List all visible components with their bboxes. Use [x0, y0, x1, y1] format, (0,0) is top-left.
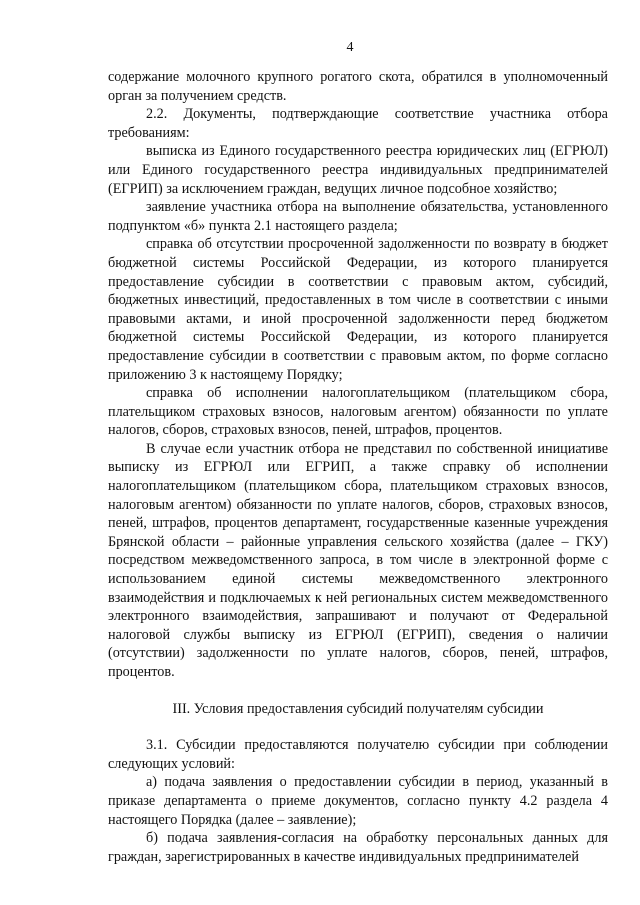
- paragraph-continuation: содержание молочного крупного рогатого скота, обратился в уполномоченный орган за получением средств.: [108, 69, 608, 104]
- paragraph-tax-certificate: справка об исполнении налогоплательщиком (плательщиком сбора, плательщиком страховых взносов, налоговым агентом) обязанности по уплате налогов, сборов, страховых взносов, пеней, штрафов, процентов.: [108, 385, 608, 439]
- paragraph-condition-a: а) подача заявления о предоставлении субсидии в период, указанный в приказе департамента о приеме документов, согласно пункту 4.2 раздела 4 настоящего Порядка (далее – заявление);: [108, 774, 608, 828]
- paragraph-clause-3-1: 3.1. Субсидии предоставляются получателю субсидии при соблюдении следующих условий:: [108, 737, 608, 772]
- paragraph-interagency-request: В случае если участник отбора не представил по собственной инициативе выписку из ЕГРЮЛ или ЕГРИП, а также справку об исполнении налогоплательщиком (плательщиком сбора, плательщиком страховых взносов, налоговым агентом) обязанности по уплате налогов, сборов, страховых взносов, пеней, штрафов, процентов департамент, государственные казенные учреждения Брянской области – районные управления сельского хозяйства (далее – ГКУ) посредством межведомственного запроса, в том числе в электронной форме с использованием единой системы межведомственного электронного взаимодействия и подключаемых к ней региональных систем межведомственного электронного взаимодействия, запрашивают и получают от Федеральной налоговой службы выписку из ЕГРЮЛ (ЕГРИП), сведения о наличии (отсутствии) задолженности по уплате налогов, сборов, пеней, штрафов, процентов.: [108, 440, 608, 680]
- body-text: [108, 68, 608, 866]
- paragraph-debt-certificate: справка об отсутствии просроченной задолженности по возврату в бюджет бюджетной системы Российской Федерации, из которого планируется предоставление субсидии в соответствии с правовым актом, субсидий, бюджетных инвестиций, предоставленных в том числе в соответствии с иными правовыми актами, и иной просроченной задолженности перед бюджетом бюджетной системы Российской Федерации, из которого планируется предоставление субсидии в соответствии с правовым актом, по форме согласно приложению 3 к настоящему Порядку;: [108, 236, 608, 383]
- paragraph-obligation-statement: заявление участника отбора на выполнение обязательства, установленного подпунктом «б» пункта 2.1 настоящего раздела;: [108, 199, 608, 234]
- section-heading: III. Условия предоставления субсидий получателям субсидии: [172, 700, 544, 717]
- page-number: 4: [346, 40, 354, 55]
- paragraph-egrul-extract: выписка из Единого государственного реестра юридических лиц (ЕГРЮЛ) или Единого государственного реестра индивидуальных предпринимателей (ЕГРИП) за исключением граждан, ведущих личное подсобное хозяйство;: [108, 143, 608, 197]
- paragraph-clause-2-2: 2.2. Документы, подтверждающие соответствие участника отбора требованиям:: [108, 106, 608, 141]
- paragraph-condition-b: б) подача заявления-согласия на обработку персональных данных для граждан, зарегистрированных в качестве индивидуальных предпринимателей: [108, 830, 608, 865]
